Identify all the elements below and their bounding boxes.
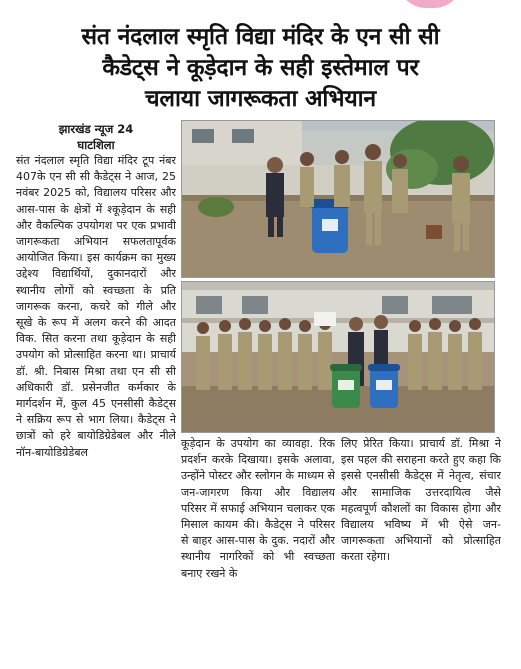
headline-line-2: कैडेट्स ने कूड़ेदान के सही इस्तेमाल पर — [102, 55, 419, 81]
article-column-2: कूड़ेदान के उपयोग का व्यावहा. रिक प्रदर्शन करके दिखाया। इसके अलावा, उन्होंने पोस्टर और स्लोगन के माध्यम से जन-जागरण किया और विद्यालय परिसर में सफाई अभियान चलाकर एक मिसाल कायम की। कैडेट्स ने परिसर से बाहर आस-पास के दुक. नदारों और स्थानीय नागरिकों को भी स्वच्छता बनाए रखने के — [181, 437, 335, 580]
cadets-with-dustbin-photo — [181, 120, 495, 278]
article-column-3: लिए प्रेरित किया। प्राचार्य डॉ. मिश्रा ने इस पहल की सराहना करते हुए कहा कि इससे एनसीसी कैडेट्स में नेतृत्व, संचार और सामाजिक उत्तरदायित्व जैसे महत्वपूर्ण कौशलों का विकास होगा और विद्यालय भविष्य में भी ऐसे जन-जागरूकता अभियानों को प्रोत्साहित करता रहेगा। — [341, 437, 501, 564]
article-column-1: संत नंदलाल स्मृति विद्या मंदिर टूप नंबर 407के एन सी सी कैडेट्स ने आज, 25 नवंबर 2025 को, विद्यालय परिसर और आस-पास के क्षेत्रों में श्कूड़ेदान के सही और वैकल्पिक उपयोगश पर एक प्रभावी जागरूकता अभियान सफलतापूर्वक आयोजित किया। इस कार्यक्रम का मुख्य उद्देश्य विद्यार्थियों, दुकानदारों और स्थानीय लोगों को स्वच्छता के प्रति जागरूक करना, कचरे को गीले और सूखे के रूप में अलग करने की आदत विक. सित करना तथा कूड़ेदान के सही उपयोग को प्रोत्साहित करना था। प्राचार्य डॉ. श्री. निबास मिश्रा तथा एन सी सी अधिकारी डॉ. प्रसेनजीत कर्मकार के मार्गदर्शन में, कुल 45 एनसीसी कैडेट्स ने सक्रिय रूप से भाग लिया। कैडेट्स ने छात्रों को हरे बायोडिग्रेडेबल और नीले नॉन-बायोडिग्रेडेबल — [16, 154, 176, 459]
dateline — [16, 121, 176, 153]
news-source: झारखंड न्यूज 24 — [58, 122, 134, 136]
masthead-accent-arc — [398, 0, 462, 8]
headline-line-1: संत नंदलाल स्मृति विद्या मंदिर के एन सी सी — [81, 24, 440, 50]
headline-line-3: चलाया जागरूकता अभियान — [144, 86, 376, 112]
news-location: घाटशिला — [77, 138, 115, 152]
cadets-group-photo — [181, 281, 495, 433]
article-headline — [8, 22, 513, 115]
